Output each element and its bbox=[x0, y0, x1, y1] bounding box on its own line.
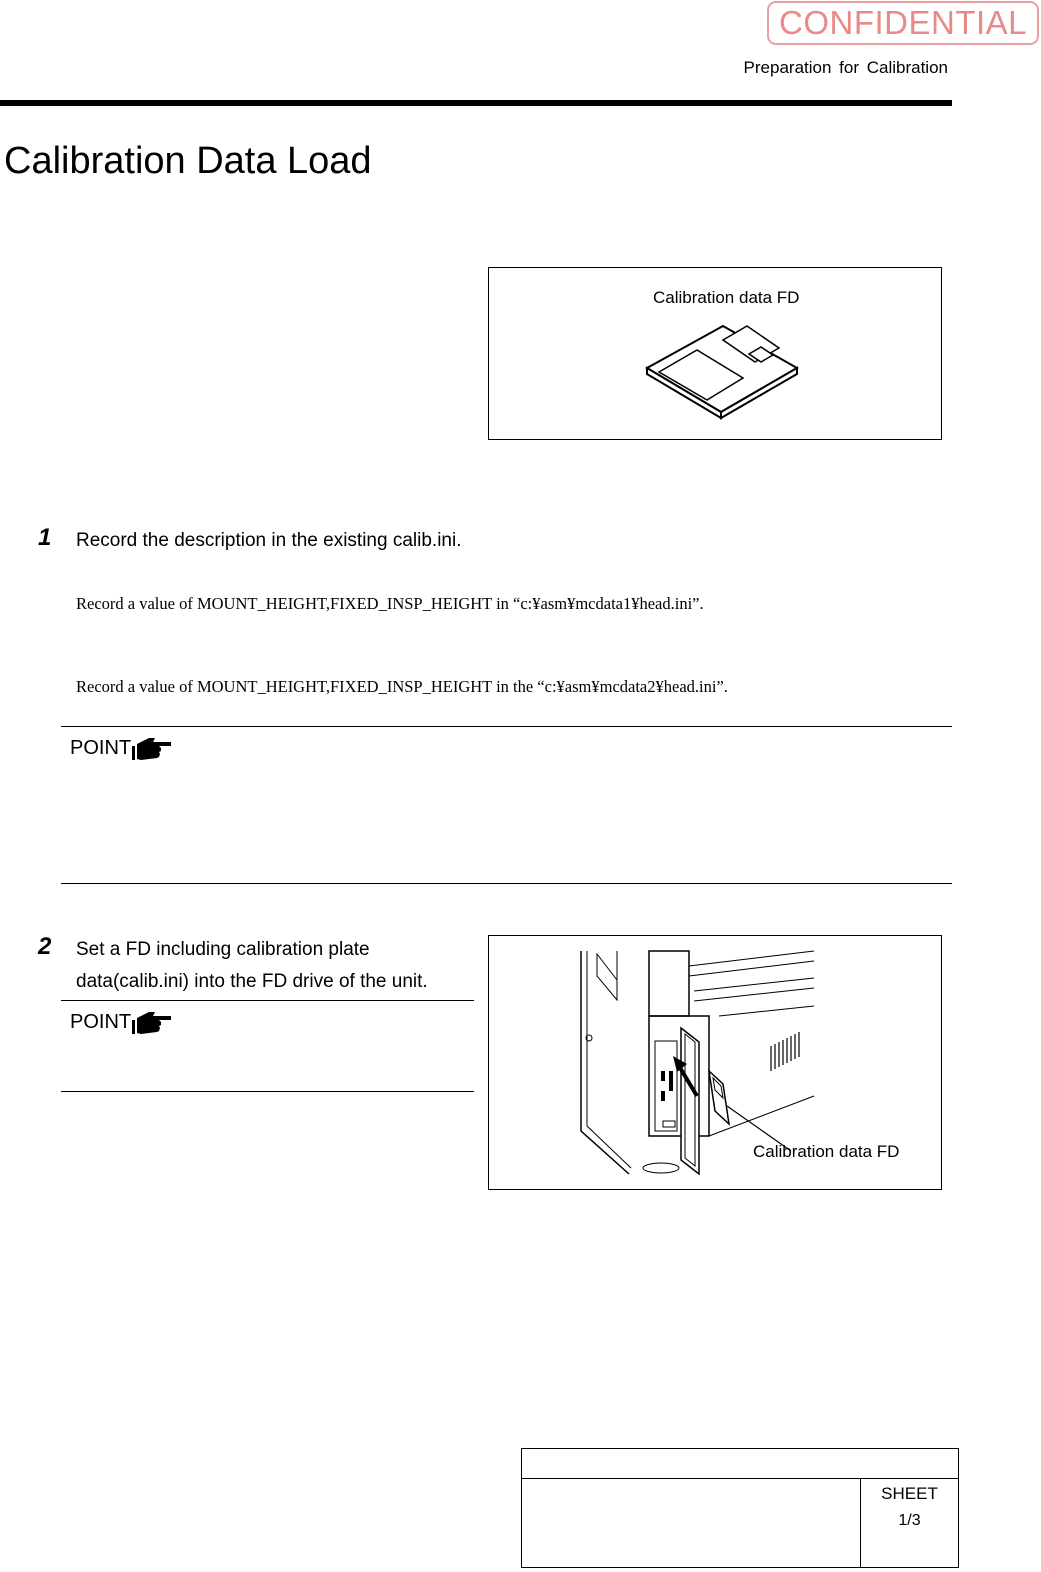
point-box-bottom-rule bbox=[61, 883, 952, 884]
figure-fd-drive bbox=[488, 935, 942, 1190]
point-label: POINT bbox=[70, 736, 132, 759]
header-rule bbox=[0, 100, 952, 106]
footer-table bbox=[521, 1448, 959, 1568]
page-title: Calibration Data Load bbox=[4, 140, 372, 182]
point-box-2-bottom-rule bbox=[61, 1091, 474, 1092]
figure-caption: Calibration data FD bbox=[653, 288, 800, 307]
step-2-line-1: Set a FD including calibration plate bbox=[76, 939, 370, 960]
figure-calibration-fd bbox=[488, 267, 942, 440]
figure-caption: Calibration data FD bbox=[753, 1142, 900, 1161]
point-box-top-rule bbox=[61, 726, 952, 727]
pointing-hand-icon bbox=[131, 734, 173, 762]
footer-divider bbox=[522, 1478, 958, 1479]
pointing-hand-icon bbox=[131, 1008, 173, 1036]
point-box-2-top-rule bbox=[61, 1000, 474, 1001]
point-heading-2 bbox=[70, 1008, 173, 1036]
step-1-note-2: Record a value of MOUNT_HEIGHT,FIXED_INSP_HEIGHT in the “c:¥asm¥mcdata2¥head.ini”. bbox=[76, 677, 728, 696]
sheet-number: 1/3 bbox=[898, 1512, 921, 1529]
step-2-line-2: data(calib.ini) into the FD drive of the unit. bbox=[76, 971, 428, 992]
step-2-number: 2 bbox=[38, 933, 52, 960]
point-label: POINT bbox=[70, 1010, 132, 1033]
step-1-number: 1 bbox=[38, 524, 52, 551]
step-1-note-1: Record a value of MOUNT_HEIGHT,FIXED_INSP_HEIGHT in “c:¥asm¥mcdata1¥head.ini”. bbox=[76, 594, 704, 613]
section-title: Preparation for Calibration bbox=[743, 58, 948, 77]
sheet-label: SHEET bbox=[881, 1484, 938, 1503]
confidential-stamp: CONFIDENTIAL bbox=[767, 1, 1039, 45]
floppy-disk-icon bbox=[639, 320, 799, 420]
step-1-text: Record the description in the existing calib.ini. bbox=[76, 530, 462, 551]
point-heading bbox=[70, 734, 173, 762]
